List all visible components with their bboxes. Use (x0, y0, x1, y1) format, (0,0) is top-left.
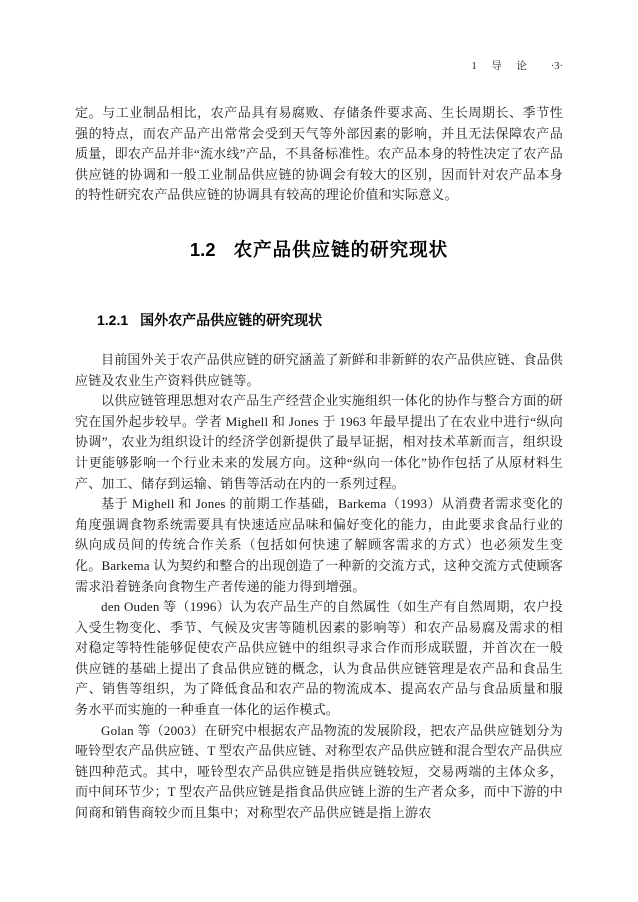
running-header-chapter: 1 导 论 (471, 61, 529, 72)
section-title: 农产品供应链的研究现状 (233, 238, 449, 260)
body-paragraph: den Ouden 等（1996）认为农产品生产的自然属性（如生产有自然周期，农户投入受生物变化、季节、气候及灾害等随机因素的影响等）和农产品易腐及需求的相对稳定等特性能够促使农产品供应链中的组织寻求合作而形成联盟，并首次在一般供应链的基础上提出了食品供应链的概念，认为食品供应链管理是农产品和食品生产、销售等组织，为了降低食品和农产品的物流成本、提高农产品与食品质量和服务水平而实施的一种垂直一体化的运作模式。 (75, 599, 563, 718)
page-number: ·3· (550, 61, 563, 72)
body-paragraph: 基于 Mighell 和 Jones 的前期工作基础，Barkema（1993）从消费者需求变化的角度强调食物系统需要具有快速适应品味和偏好变化的能力，由此要求食品行业的纵向成员间的传统合作关系（包括如何快速了解顾客需求的方式）也必须发生变化。Barkema 认为契约和整合的出现创造了一种新的交流方式，这种交流方式使顾客需求沿着链条向食物生产者传递的能力得到增强。 (75, 496, 563, 594)
running-header (75, 58, 563, 73)
continued-paragraph: 定。与工业制品相比，农产品具有易腐败、存储条件要求高、生长周期长、季节性强的特点，而农产品产出常常会受到天气等外部因素的影响，并且无法保障农产品质量，即农产品并非“流水线”产品，不具备标准性。农产品本身的特性决定了农产品供应链的协调和一般工业制品供应链的协调会有较大的区别，因而针对农产品本身的特性研究农产品供应链的协调具有较高的理论价值和实际意义。 (75, 105, 563, 203)
section-heading (75, 236, 563, 262)
body-paragraph: 目前国外关于农产品供应链的研究涵盖了新鲜和非新鲜的农产品供应链、食品供应链及农业生产资料供应链等。 (75, 351, 564, 388)
subsection-heading (97, 310, 563, 330)
subsection-number: 1.2.1 (97, 311, 129, 328)
section-number: 1.2 (189, 238, 216, 260)
subsection-title: 国外农产品供应链的研究现状 (140, 311, 323, 328)
body-paragraph: Golan 等（2003）在研究中根据农产品物流的发展阶段，把农产品供应链划分为哑铃型农产品供应链、T 型农产品供应链、对称型农产品供应链和混合型农产品供应链四种范式。其中，哑铃型农产品供应链是指供应链较短，交易两端的主体众多，而中间环节少；T 型农产品供应链是指食品供应链上游的生产者众多，而中下游的中间商和销售商较少而且集中；对称型农产品供应链是指上游农 (75, 722, 563, 821)
body-paragraph: 以供应链管理思想对农产品生产经营企业实施组织一体化的协作与整合方面的研究在国外起步较早。学者 Mighell 和 Jones 于 1963 年最早提出了在农业中进行“纵向协调”，农业为组织设计的经济学创新提供了最早证据，相对技术革新而言，组织设计更能够影响一个行业未来的发展方向。这种“纵向一体化”协作包括了从原材料生产、加工、储存到运输、销售等活动在内的一系列过程。 (75, 393, 564, 491)
